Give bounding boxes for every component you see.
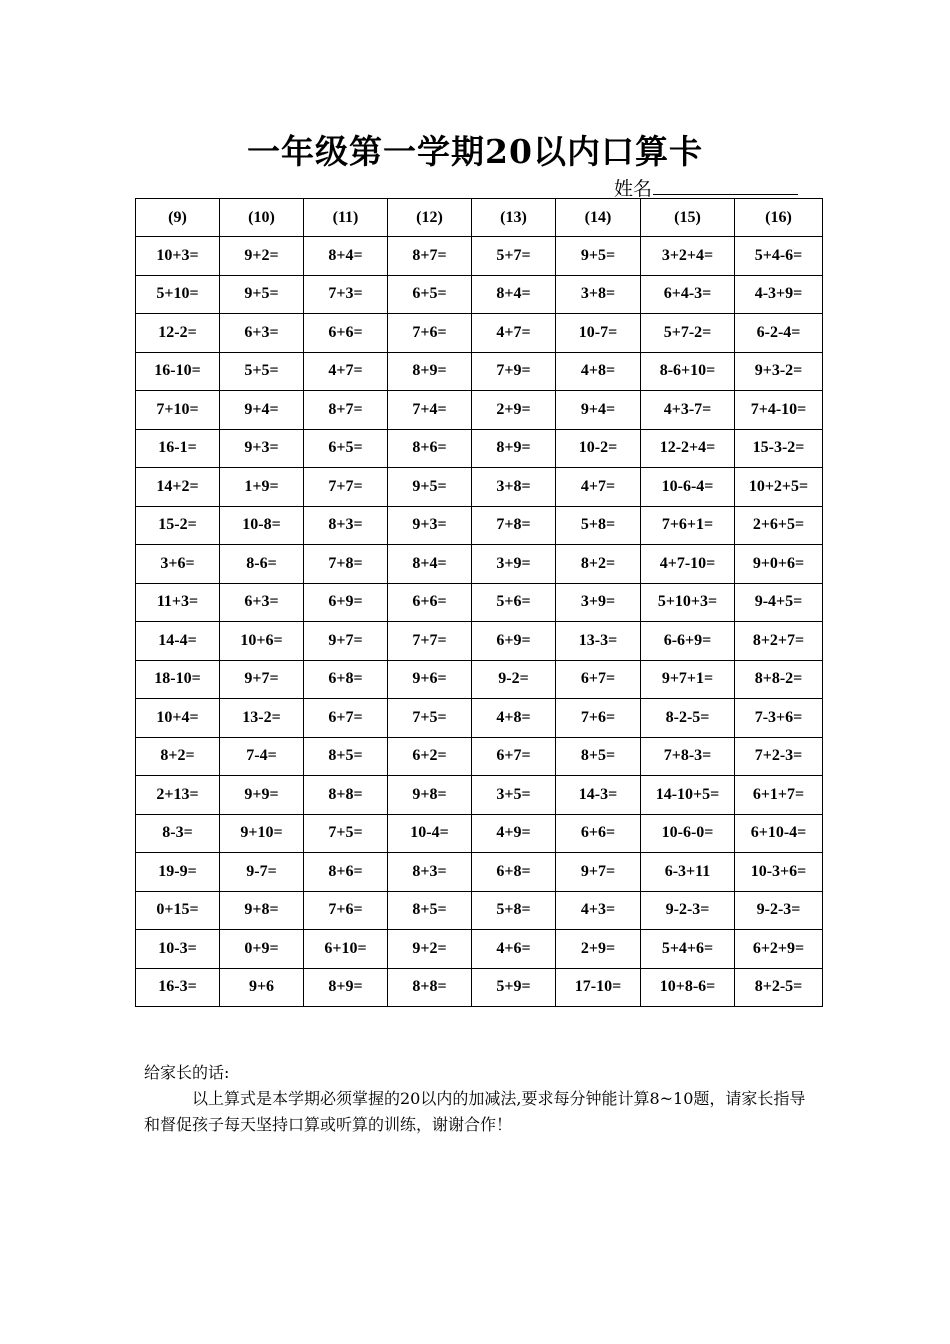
problem-cell: 7+6= bbox=[304, 891, 388, 930]
problem-cell: 16-10= bbox=[136, 352, 220, 391]
problem-cell: 9+4= bbox=[220, 391, 304, 430]
problem-cell: 8+9= bbox=[472, 429, 556, 468]
problem-cell: 6+3= bbox=[220, 314, 304, 353]
problem-cell: 7+6= bbox=[388, 314, 472, 353]
problem-cell: 6+2+9= bbox=[735, 930, 823, 969]
table-row bbox=[136, 622, 823, 661]
problem-cell: 4+7= bbox=[556, 468, 641, 507]
problem-cell: 8+8-2= bbox=[735, 660, 823, 699]
problem-cell: 8+4= bbox=[388, 545, 472, 584]
problem-cell: 13-3= bbox=[556, 622, 641, 661]
problem-cell: 8-3= bbox=[136, 814, 220, 853]
problem-cell: 7+4-10= bbox=[735, 391, 823, 430]
problem-cell: 14-4= bbox=[136, 622, 220, 661]
table-row bbox=[136, 429, 823, 468]
table-row bbox=[136, 968, 823, 1007]
problem-cell: 8+6= bbox=[388, 429, 472, 468]
problem-cell: 7-4= bbox=[220, 737, 304, 776]
problem-cell: 9+6 bbox=[220, 968, 304, 1007]
table-row bbox=[136, 352, 823, 391]
problem-cell: 10+3= bbox=[136, 237, 220, 276]
problem-cell: 18-10= bbox=[136, 660, 220, 699]
note-body: 以上算式是本学期必须掌握的20以内的加减法,要求每分钟能计算8~10题，请家长指导和督促孩子每天坚持口算或听算的训练，谢谢合作！ bbox=[144, 1089, 806, 1134]
problem-cell: 8+8= bbox=[304, 776, 388, 815]
problem-cell: 10-8= bbox=[220, 506, 304, 545]
problem-cell: 8-2-5= bbox=[641, 699, 735, 738]
problem-cell: 2+6+5= bbox=[735, 506, 823, 545]
problem-cell: 14+2= bbox=[136, 468, 220, 507]
table-row bbox=[136, 391, 823, 430]
problem-cell: 14-3= bbox=[556, 776, 641, 815]
column-header: (14) bbox=[556, 199, 641, 237]
problem-cell: 4+3= bbox=[556, 891, 641, 930]
problem-cell: 8-6+10= bbox=[641, 352, 735, 391]
problem-cell: 7+8= bbox=[304, 545, 388, 584]
problem-cell: 9+7= bbox=[556, 853, 641, 892]
column-header: (15) bbox=[641, 199, 735, 237]
problem-cell: 2+13= bbox=[136, 776, 220, 815]
problem-cell: 5+4-6= bbox=[735, 237, 823, 276]
problem-cell: 14-10+5= bbox=[641, 776, 735, 815]
problem-cell: 6+8= bbox=[304, 660, 388, 699]
problem-cell: 8+8= bbox=[388, 968, 472, 1007]
problem-cell: 8+2= bbox=[556, 545, 641, 584]
problem-cell: 9+0+6= bbox=[735, 545, 823, 584]
problem-cell: 9-2-3= bbox=[735, 891, 823, 930]
problem-cell: 8+7= bbox=[388, 237, 472, 276]
problem-cell: 9+7= bbox=[304, 622, 388, 661]
page-title: 一年级第一学期20以内口算卡 bbox=[247, 132, 703, 171]
problem-cell: 9+3= bbox=[388, 506, 472, 545]
parent-note bbox=[144, 1060, 814, 1138]
problem-cell: 9+4= bbox=[556, 391, 641, 430]
problem-cell: 3+5= bbox=[472, 776, 556, 815]
table-row bbox=[136, 275, 823, 314]
table-row bbox=[136, 814, 823, 853]
problem-cell: 5+7-2= bbox=[641, 314, 735, 353]
problem-cell: 6+7= bbox=[304, 699, 388, 738]
problem-cell: 16-3= bbox=[136, 968, 220, 1007]
table-row bbox=[136, 930, 823, 969]
problem-cell: 4+3-7= bbox=[641, 391, 735, 430]
problem-cell: 6-6+9= bbox=[641, 622, 735, 661]
problem-cell: 4+6= bbox=[472, 930, 556, 969]
problem-cell: 10-7= bbox=[556, 314, 641, 353]
problem-cell: 5+10= bbox=[136, 275, 220, 314]
problem-cell: 6+5= bbox=[304, 429, 388, 468]
problem-cell: 10+6= bbox=[220, 622, 304, 661]
problem-cell: 3+9= bbox=[556, 583, 641, 622]
problem-cell: 16-1= bbox=[136, 429, 220, 468]
problem-cell: 9+5= bbox=[220, 275, 304, 314]
problem-cell: 10-4= bbox=[388, 814, 472, 853]
problem-cell: 9+2= bbox=[220, 237, 304, 276]
problem-cell: 9+3= bbox=[220, 429, 304, 468]
column-header: (16) bbox=[735, 199, 823, 237]
problem-cell: 9-2-3= bbox=[641, 891, 735, 930]
problem-cell: 9-4+5= bbox=[735, 583, 823, 622]
column-header: (10) bbox=[220, 199, 304, 237]
problem-cell: 7+5= bbox=[388, 699, 472, 738]
problem-cell: 8+4= bbox=[472, 275, 556, 314]
problem-cell: 19-9= bbox=[136, 853, 220, 892]
problem-cell: 5+6= bbox=[472, 583, 556, 622]
problem-cell: 6+6= bbox=[304, 314, 388, 353]
problem-cell: 15-2= bbox=[136, 506, 220, 545]
table-row bbox=[136, 853, 823, 892]
problem-cell: 5+10+3= bbox=[641, 583, 735, 622]
problem-cell: 10-6-0= bbox=[641, 814, 735, 853]
problem-cell: 9-2= bbox=[472, 660, 556, 699]
problem-cell: 7+2-3= bbox=[735, 737, 823, 776]
problem-cell: 6+4-3= bbox=[641, 275, 735, 314]
name-label: 姓名 bbox=[614, 178, 653, 200]
problem-cell: 5+8= bbox=[556, 506, 641, 545]
problem-cell: 9+7= bbox=[220, 660, 304, 699]
problem-cell: 6+3= bbox=[220, 583, 304, 622]
name-field bbox=[614, 174, 798, 201]
problem-cell: 10+2+5= bbox=[735, 468, 823, 507]
problem-cell: 7-3+6= bbox=[735, 699, 823, 738]
problem-cell: 6+7= bbox=[556, 660, 641, 699]
problem-cell: 7+7= bbox=[304, 468, 388, 507]
problem-cell: 6+9= bbox=[304, 583, 388, 622]
problem-cell: 15-3-2= bbox=[735, 429, 823, 468]
problem-cell: 5+7= bbox=[472, 237, 556, 276]
problem-cell: 8+4= bbox=[304, 237, 388, 276]
problem-cell: 8+7= bbox=[304, 391, 388, 430]
problem-cell: 8+5= bbox=[388, 891, 472, 930]
arithmetic-table bbox=[135, 198, 823, 1007]
problem-cell: 8+2+7= bbox=[735, 622, 823, 661]
problem-cell: 8+2-5= bbox=[735, 968, 823, 1007]
column-header: (11) bbox=[304, 199, 388, 237]
column-header: (9) bbox=[136, 199, 220, 237]
problem-cell: 7+3= bbox=[304, 275, 388, 314]
problem-cell: 9+3-2= bbox=[735, 352, 823, 391]
problem-cell: 8+3= bbox=[388, 853, 472, 892]
problem-cell: 4-3+9= bbox=[735, 275, 823, 314]
problem-cell: 4+8= bbox=[472, 699, 556, 738]
problem-cell: 6-2-4= bbox=[735, 314, 823, 353]
problem-cell: 6+8= bbox=[472, 853, 556, 892]
table-row bbox=[136, 468, 823, 507]
problem-cell: 7+10= bbox=[136, 391, 220, 430]
problem-cell: 10+4= bbox=[136, 699, 220, 738]
problem-cell: 7+4= bbox=[388, 391, 472, 430]
problem-cell: 12-2+4= bbox=[641, 429, 735, 468]
problem-cell: 9+7+1= bbox=[641, 660, 735, 699]
table-row bbox=[136, 583, 823, 622]
name-blank-line[interactable] bbox=[653, 176, 798, 195]
problem-cell: 5+9= bbox=[472, 968, 556, 1007]
problem-cell: 4+8= bbox=[556, 352, 641, 391]
column-header: (13) bbox=[472, 199, 556, 237]
problem-cell: 5+4+6= bbox=[641, 930, 735, 969]
problem-cell: 17-10= bbox=[556, 968, 641, 1007]
problem-cell: 8+5= bbox=[556, 737, 641, 776]
table-row bbox=[136, 545, 823, 584]
note-heading: 给家长的话: bbox=[144, 1063, 230, 1082]
problem-cell: 6+2= bbox=[388, 737, 472, 776]
problem-cell: 3+8= bbox=[556, 275, 641, 314]
table-row bbox=[136, 737, 823, 776]
problem-cell: 8+6= bbox=[304, 853, 388, 892]
problem-cell: 3+2+4= bbox=[641, 237, 735, 276]
problem-cell: 7+8-3= bbox=[641, 737, 735, 776]
problem-cell: 2+9= bbox=[472, 391, 556, 430]
problem-cell: 10-2= bbox=[556, 429, 641, 468]
problem-cell: 9-7= bbox=[220, 853, 304, 892]
problem-cell: 0+15= bbox=[136, 891, 220, 930]
table-row bbox=[136, 699, 823, 738]
column-header: (12) bbox=[388, 199, 472, 237]
problem-cell: 9+10= bbox=[220, 814, 304, 853]
problem-cell: 6+1+7= bbox=[735, 776, 823, 815]
problem-cell: 6+9= bbox=[472, 622, 556, 661]
problem-cell: 3+6= bbox=[136, 545, 220, 584]
problem-cell: 8+5= bbox=[304, 737, 388, 776]
problem-cell: 11+3= bbox=[136, 583, 220, 622]
problem-cell: 7+5= bbox=[304, 814, 388, 853]
problem-cell: 6+7= bbox=[472, 737, 556, 776]
problem-cell: 10-6-4= bbox=[641, 468, 735, 507]
problem-cell: 9+8= bbox=[388, 776, 472, 815]
problem-cell: 9+8= bbox=[220, 891, 304, 930]
problem-cell: 0+9= bbox=[220, 930, 304, 969]
problem-cell: 4+7= bbox=[304, 352, 388, 391]
table-row bbox=[136, 660, 823, 699]
problem-cell: 5+8= bbox=[472, 891, 556, 930]
problem-cell: 6+10-4= bbox=[735, 814, 823, 853]
problem-cell: 4+7-10= bbox=[641, 545, 735, 584]
problem-cell: 12-2= bbox=[136, 314, 220, 353]
problem-cell: 6+5= bbox=[388, 275, 472, 314]
problem-cell: 7+9= bbox=[472, 352, 556, 391]
problem-cell: 10-3= bbox=[136, 930, 220, 969]
problem-cell: 8+9= bbox=[304, 968, 388, 1007]
problem-cell: 3+9= bbox=[472, 545, 556, 584]
problem-cell: 7+8= bbox=[472, 506, 556, 545]
problem-cell: 6-3+11 bbox=[641, 853, 735, 892]
problem-cell: 6+6= bbox=[556, 814, 641, 853]
problem-cell: 8+9= bbox=[388, 352, 472, 391]
problem-cell: 6+6= bbox=[388, 583, 472, 622]
problem-cell: 1+9= bbox=[220, 468, 304, 507]
problem-cell: 6+10= bbox=[304, 930, 388, 969]
problem-cell: 8-6= bbox=[220, 545, 304, 584]
problem-cell: 10+8-6= bbox=[641, 968, 735, 1007]
problem-cell: 9+6= bbox=[388, 660, 472, 699]
problem-cell: 9+5= bbox=[556, 237, 641, 276]
problem-cell: 7+6+1= bbox=[641, 506, 735, 545]
problem-cell: 9+9= bbox=[220, 776, 304, 815]
table-row bbox=[136, 891, 823, 930]
table-row bbox=[136, 314, 823, 353]
problem-cell: 8+2= bbox=[136, 737, 220, 776]
problem-cell: 5+5= bbox=[220, 352, 304, 391]
problem-cell: 7+6= bbox=[556, 699, 641, 738]
problem-cell: 10-3+6= bbox=[735, 853, 823, 892]
problem-cell: 13-2= bbox=[220, 699, 304, 738]
problem-cell: 9+5= bbox=[388, 468, 472, 507]
header-row bbox=[136, 199, 823, 237]
problem-cell: 3+8= bbox=[472, 468, 556, 507]
table-row bbox=[136, 506, 823, 545]
table-row bbox=[136, 237, 823, 276]
problem-cell: 4+7= bbox=[472, 314, 556, 353]
problem-cell: 9+2= bbox=[388, 930, 472, 969]
problem-cell: 7+7= bbox=[388, 622, 472, 661]
problem-cell: 4+9= bbox=[472, 814, 556, 853]
problem-cell: 2+9= bbox=[556, 930, 641, 969]
table-row bbox=[136, 776, 823, 815]
problem-cell: 8+3= bbox=[304, 506, 388, 545]
